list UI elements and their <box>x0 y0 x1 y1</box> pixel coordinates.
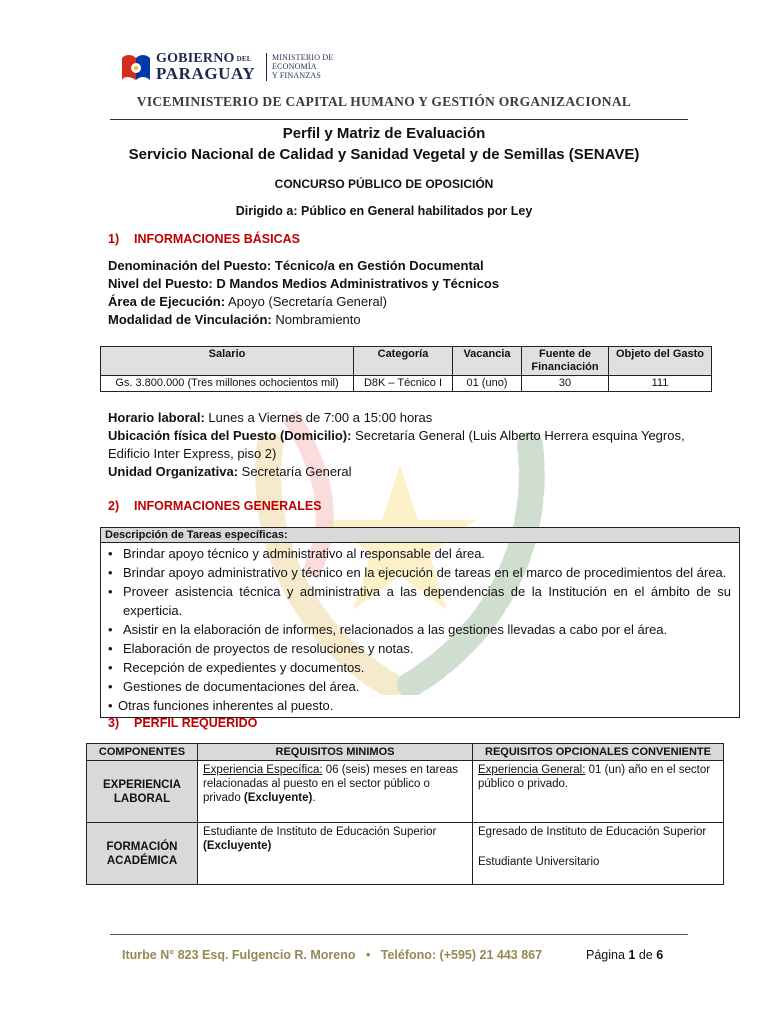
salary-table <box>100 346 712 392</box>
concurso-label: CONCURSO PÚBLICO DE OPOSICIÓN <box>274 177 494 191</box>
formacion-opcionales <box>473 823 724 885</box>
page-current: 1 <box>628 948 636 962</box>
footer-contact <box>122 948 542 962</box>
requisitos-minimos-header: REQUISITOS MINIMOS <box>198 744 473 761</box>
salary-table-header <box>101 347 712 376</box>
section-2-number: 2) <box>108 499 120 513</box>
logo-ministerio-line1: MINISTERIO DE <box>272 53 334 62</box>
experiencia-label-1: EXPERIENCIA <box>103 778 181 791</box>
task-item: • Asistir en la elaboración de informes, relacionados a las gestiones llevadas a cabo por el área. <box>123 620 731 639</box>
excluyente-label: (Excluyente) <box>243 792 313 804</box>
denominacion-value: Técnico/a en Gestión Documental <box>274 258 484 273</box>
formacion-excluyente-label: (Excluyente) <box>203 840 272 852</box>
footer-divider <box>110 934 688 935</box>
logo-del-text: DEL <box>236 54 252 63</box>
salary-value: Gs. 3.800.000 (Tres millones ochocientos mil) <box>101 376 354 392</box>
task-item: • Proveer asistencia técnica y administrativa a las dependencias de la Institución en el ámbito de su experticia. <box>123 582 731 620</box>
task-item: • Gestiones de documentaciones del área. <box>123 677 731 696</box>
formacion-label-2: ACADÉMICA <box>106 854 178 867</box>
formacion-row <box>87 823 724 885</box>
nivel-value: D Mandos Medios Administrativos y Técnicos <box>216 276 500 291</box>
modalidad-row <box>108 311 499 329</box>
doc-title: Perfil y Matriz de Evaluación <box>282 125 486 142</box>
modalidad-label: Modalidad de Vinculación: <box>108 312 272 327</box>
section-3-number: 3) <box>108 716 120 730</box>
componentes-header: COMPONENTES <box>87 744 198 761</box>
experiencia-row <box>87 761 724 823</box>
task-item: • Otras funciones inherentes al puesto. <box>118 696 731 715</box>
experiencia-minimos <box>198 761 473 823</box>
logo-ministerio-line2: ECONOMÍA <box>272 62 317 71</box>
header-divider <box>110 119 688 120</box>
logo-divider <box>266 53 267 81</box>
denominacion-label: Denominación del Puesto: <box>108 258 272 273</box>
logo-ministerio-line3: Y FINANZAS <box>272 71 322 80</box>
unidad-value: Secretaría General <box>241 464 352 479</box>
section-3-title: PERFIL REQUERIDO <box>134 716 258 730</box>
requisitos-opcionales-header: REQUISITOS OPCIONALES CONVENIENTE <box>473 744 724 761</box>
task-item: • Brindar apoyo técnico y administrativo al responsable del área. <box>123 544 731 563</box>
section-1-number: 1) <box>108 232 120 246</box>
ubicacion-row <box>108 427 685 445</box>
horario-value: Lunes a Viernes de 7:00 a 15:00 horas <box>208 410 433 425</box>
tasks-table <box>100 527 740 718</box>
experiencia-opcionales <box>473 761 724 823</box>
formacion-minimos-text: Estudiante de Instituto de Educación Superior <box>203 826 437 838</box>
formacion-component <box>87 823 198 885</box>
vacancia-value: 01 (uno) <box>453 376 522 392</box>
section-1-title: INFORMACIONES BÁSICAS <box>134 232 300 246</box>
formacion-label-1: FORMACIÓN <box>106 840 178 853</box>
categoria-header: Categoría <box>354 347 453 376</box>
formacion-opcional-2: Estudiante Universitario <box>478 856 600 868</box>
details-block <box>108 409 685 481</box>
page-number <box>586 948 663 962</box>
task-item: • Brindar apoyo administrativo y técnico en la ejecución de tareas en el marco de procedimientos del área. <box>123 563 731 582</box>
gobierno-logo <box>118 50 358 86</box>
section-1-heading <box>108 232 300 246</box>
logo-paraguay-text: PARAGUAY <box>156 64 256 83</box>
objeto-value: 111 <box>609 376 712 392</box>
horario-row <box>108 409 685 427</box>
area-row <box>108 293 499 311</box>
basic-info-block <box>108 257 499 329</box>
footer-phone: Teléfono: (+595) 21 443 867 <box>380 948 543 962</box>
tasks-list <box>101 543 739 717</box>
experiencia-label-2: LABORAL <box>113 792 171 805</box>
dirigido-label: Dirigido a: Público en General habilitados por Ley <box>235 204 533 218</box>
ubicacion-value: Secretaría General (Luis Alberto Herrera esquina Yegros, <box>355 428 685 443</box>
profile-table <box>86 743 724 885</box>
objeto-header: Objeto del Gasto <box>609 347 712 376</box>
ubicacion-label: Ubicación física del Puesto (Domicilio): <box>108 428 352 443</box>
fuente-value: 30 <box>522 376 609 392</box>
nivel-label: Nivel del Puesto: <box>108 276 213 291</box>
footer-address: Iturbe N° 823 Esq. Fulgencio R. Moreno <box>122 948 356 962</box>
profile-table-header <box>87 744 724 761</box>
salary-table-row <box>101 376 712 392</box>
task-item: • Elaboración de proyectos de resoluciones y notas. <box>123 639 731 658</box>
page-total: 6 <box>656 948 664 962</box>
experiencia-especifica-label: Experiencia Específica: <box>203 764 323 776</box>
formacion-minimos <box>198 823 473 885</box>
experiencia-especifica-text: 06 (seis) meses en tareas relacionadas al puesto en el sector público o privado <box>203 764 459 804</box>
logo-gobierno-text: GOBIERNO <box>156 51 235 66</box>
doc-subtitle: Servicio Nacional de Calidad y Sanidad Vegetal y de Semillas (SENAVE) <box>128 146 640 163</box>
viceministerio-heading: VICEMINISTERIO DE CAPITAL HUMANO Y GESTIÓN ORGANIZACIONAL <box>136 94 632 109</box>
tasks-table-header: Descripción de Tareas específicas: <box>101 528 739 543</box>
unidad-row <box>108 463 685 481</box>
task-item: • Recepción de expedientes y documentos. <box>123 658 731 677</box>
ubicacion-row-2: Edificio Inter Express, piso 2) <box>108 446 277 461</box>
nivel-row <box>108 275 499 293</box>
area-label: Área de Ejecución: <box>108 294 226 309</box>
denominacion-row <box>108 257 499 275</box>
section-2-heading <box>108 499 322 513</box>
modalidad-value: Nombramiento <box>275 312 361 327</box>
horario-label: Horario laboral: <box>108 410 205 425</box>
categoria-value: D8K – Técnico I <box>354 376 453 392</box>
formacion-opcional-1: Egresado de Instituto de Educación Superior <box>478 826 707 838</box>
experiencia-general-label: Experiencia General: <box>478 764 586 776</box>
page-of: de <box>638 948 653 962</box>
footer-bullet: • <box>365 948 371 962</box>
area-value: Apoyo (Secretaría General) <box>227 294 387 309</box>
salary-header: Salario <box>101 347 354 376</box>
fuente-header: Fuente de Financiación <box>522 347 609 376</box>
paraguay-flag-icon <box>118 52 154 82</box>
section-3-heading <box>108 716 257 730</box>
experiencia-component <box>87 761 198 823</box>
unidad-label: Unidad Organizativa: <box>108 464 239 479</box>
section-2-title: INFORMACIONES GENERALES <box>134 499 322 513</box>
vacancia-header: Vacancia <box>453 347 522 376</box>
experiencia-especifica-tail: . <box>312 792 316 804</box>
experiencia-general-text: 01 (un) año en el sector público o privado. <box>478 764 711 790</box>
page-label: Página <box>586 948 625 962</box>
